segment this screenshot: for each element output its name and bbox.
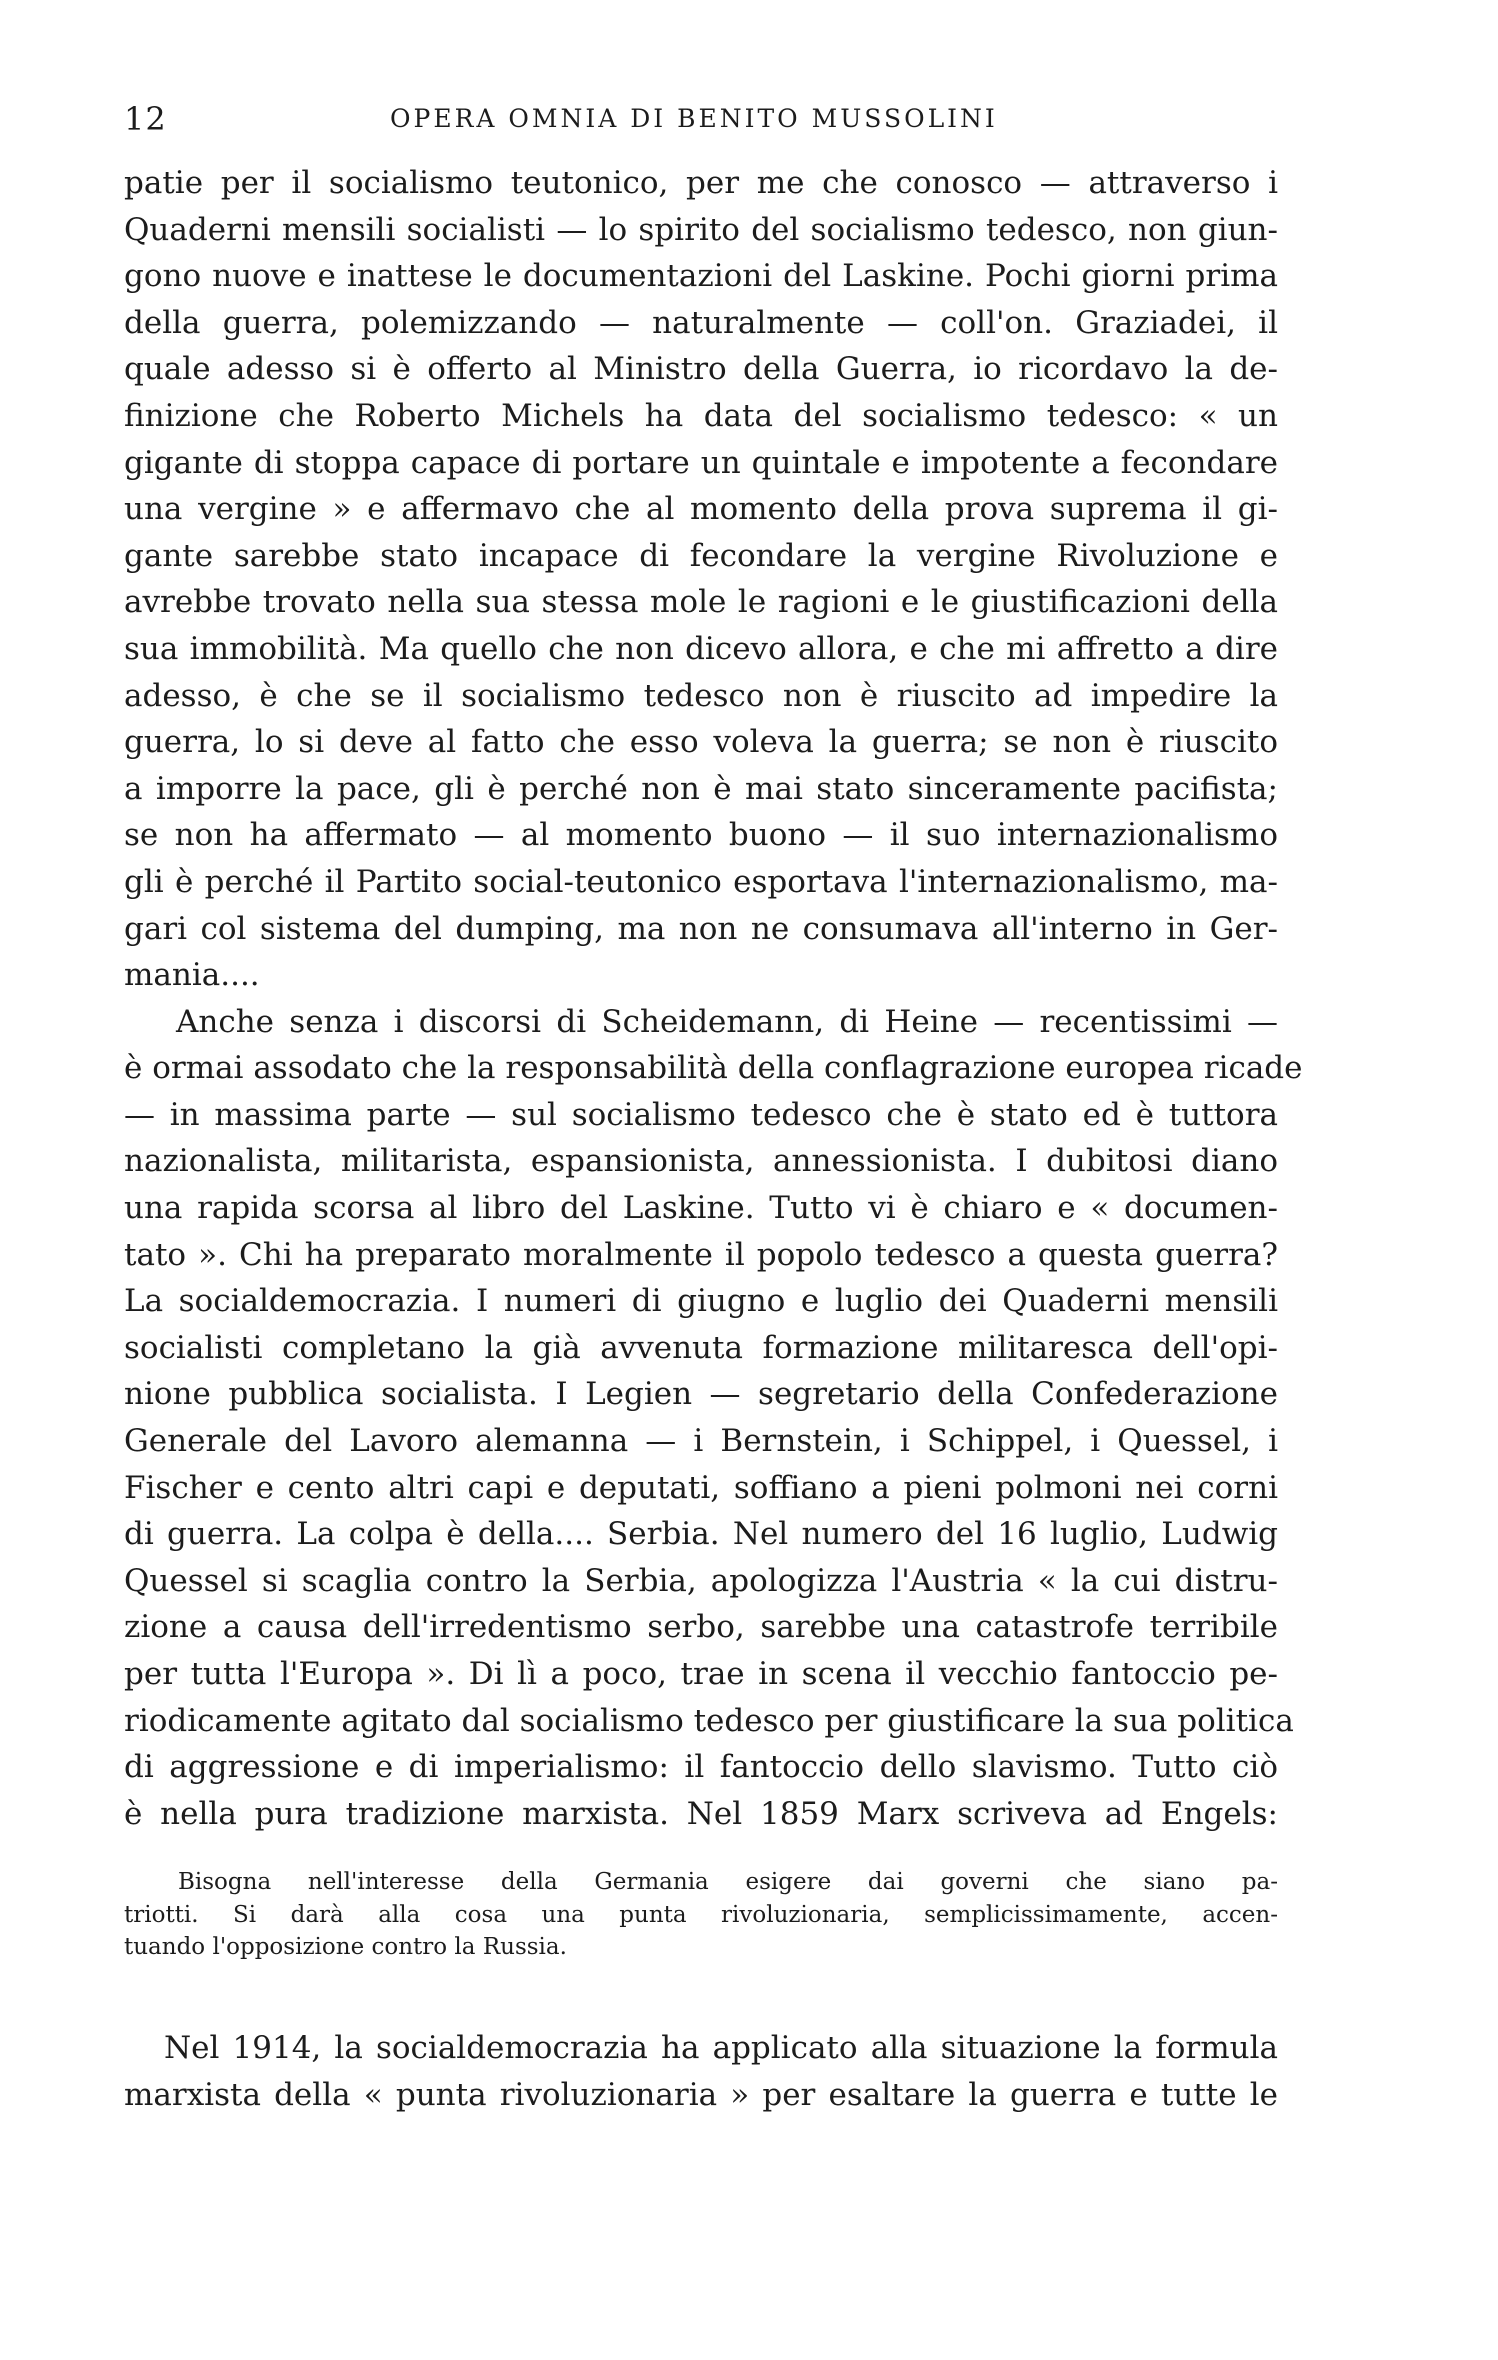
- text-line: — in massima parte — sul socialismo tedesco che è stato ed è tuttora: [124, 1096, 1278, 1133]
- text-line: socialisti completano la già avvenuta formazione militaresca dell'opi-: [124, 1329, 1278, 1366]
- text-line: finizione che Roberto Michels ha data del socialismo tedesco: « un: [124, 397, 1278, 434]
- text-line: gli è perché il Partito social-teutonico esportava l'internazionalismo, ma-: [124, 863, 1278, 900]
- text-line: quale adesso si è offerto al Ministro della Guerra, io ricordavo la de-: [124, 351, 1278, 388]
- text-line: gari col sistema del dumping, ma non ne consumava all'interno in Ger-: [124, 910, 1278, 947]
- text-line: marxista della « punta rivoluzionaria » per esaltare la guerra e tutte le: [124, 2076, 1278, 2113]
- text-line: mania....: [124, 957, 260, 994]
- text-line: tato ». Chi ha preparato moralmente il popolo tedesco a questa guerra?: [124, 1236, 1278, 1273]
- text-line: avrebbe trovato nella sua stessa mole le ragioni e le giustificazioni della: [124, 584, 1278, 621]
- text-line: una vergine » e affermavo che al momento della prova suprema il gi-: [124, 491, 1278, 528]
- text-line: una rapida scorsa al libro del Laskine. Tutto vi è chiaro e « documen-: [124, 1190, 1278, 1227]
- text-line: sua immobilità. Ma quello che non dicevo allora, e che mi affretto a dire: [124, 630, 1278, 667]
- text-line: zione a causa dell'irredentismo serbo, sarebbe una catastrofe terribile: [124, 1609, 1278, 1646]
- paragraph-start-line: Nel 1914, la socialdemocrazia ha applicato alla situazione la formula: [164, 2030, 1278, 2066]
- text-line: Generale del Lavoro alemanna — i Bernstein, i Schippel, i Quessel, i: [124, 1423, 1278, 1460]
- text-line: gante sarebbe stato incapace di fecondare la vergine Rivoluzione e: [124, 537, 1278, 574]
- text-line: di guerra. La colpa è della.... Serbia. Nel numero del 16 luglio, Ludwig: [124, 1516, 1278, 1553]
- text-line: è ormai assodato che la responsabilità della conflagrazione europea ricade: [124, 1050, 1303, 1087]
- text-line: della guerra, polemizzando — naturalmente — coll'on. Graziadei, il: [124, 304, 1278, 341]
- text-line: patie per il socialismo teutonico, per me che conosco — attraverso i: [124, 165, 1278, 201]
- text-line: riodicamente agitato dal socialismo tedesco per giustificare la sua politica: [124, 1702, 1294, 1739]
- text-line: guerra, lo si deve al fatto che esso voleva la guerra; se non è riuscito: [124, 724, 1278, 761]
- text-line: nione pubblica socialista. I Legien — segretario della Confederazione: [124, 1376, 1278, 1413]
- text-line: La socialdemocrazia. I numeri di giugno e luglio dei Quaderni mensili: [124, 1283, 1278, 1320]
- text-line: Fischer e cento altri capi e deputati, soffiano a pieni polmoni nei corni: [124, 1469, 1278, 1506]
- block-quote: [124, 1866, 1278, 1964]
- main-text: [124, 160, 1303, 1837]
- text-line: gigante di stoppa capace di portare un quintale e impotente a fecondare: [124, 444, 1278, 481]
- text-line: per tutta l'Europa ». Di lì a poco, trae in scena il vecchio fantoccio pe-: [124, 1656, 1278, 1692]
- text-line: se non ha affermato — al momento buono — il suo internazionalismo: [124, 817, 1278, 854]
- text-line: Quaderni mensili socialisti — lo spirito del socialismo tedesco, non giun-: [124, 211, 1278, 248]
- closing-paragraph: [124, 2025, 1278, 2118]
- text-line: gono nuove e inattese le documentazioni del Laskine. Pochi giorni prima: [124, 258, 1278, 295]
- text-line: è nella pura tradizione marxista. Nel 1859 Marx scriveva ad Engels:: [124, 1795, 1278, 1832]
- page-header: [124, 100, 1278, 140]
- paragraph-start-line: Anche senza i discorsi di Scheidemann, di Heine — recentissimi —: [176, 1003, 1278, 1040]
- text-line: nazionalista, militarista, espansionista, annessionista. I dubitosi diano: [124, 1143, 1278, 1180]
- text-line: di aggressione e di imperialismo: il fantoccio dello slavismo. Tutto ciò: [124, 1749, 1278, 1786]
- quote-line: tuando l'opposizione contro la Russia.: [124, 1934, 567, 1960]
- running-head: OPERA OMNIA DI BENITO MUSSOLINI: [390, 104, 998, 133]
- page-number: 12: [124, 100, 167, 138]
- text-line: adesso, è che se il socialismo tedesco non è riuscito ad impedire la: [124, 677, 1278, 714]
- text-line: a imporre la pace, gli è perché non è mai stato sinceramente pacifista;: [124, 770, 1278, 807]
- text-line: Quessel si scaglia contro la Serbia, apologizza l'Austria « la cui distru-: [124, 1562, 1278, 1599]
- quote-line: triotti. Si darà alla cosa una punta rivoluzionaria, semplicissimamente, accen-: [124, 1901, 1278, 1928]
- quote-line: Bisogna nell'interesse della Germania esigere dai governi che siano pa-: [178, 1869, 1278, 1895]
